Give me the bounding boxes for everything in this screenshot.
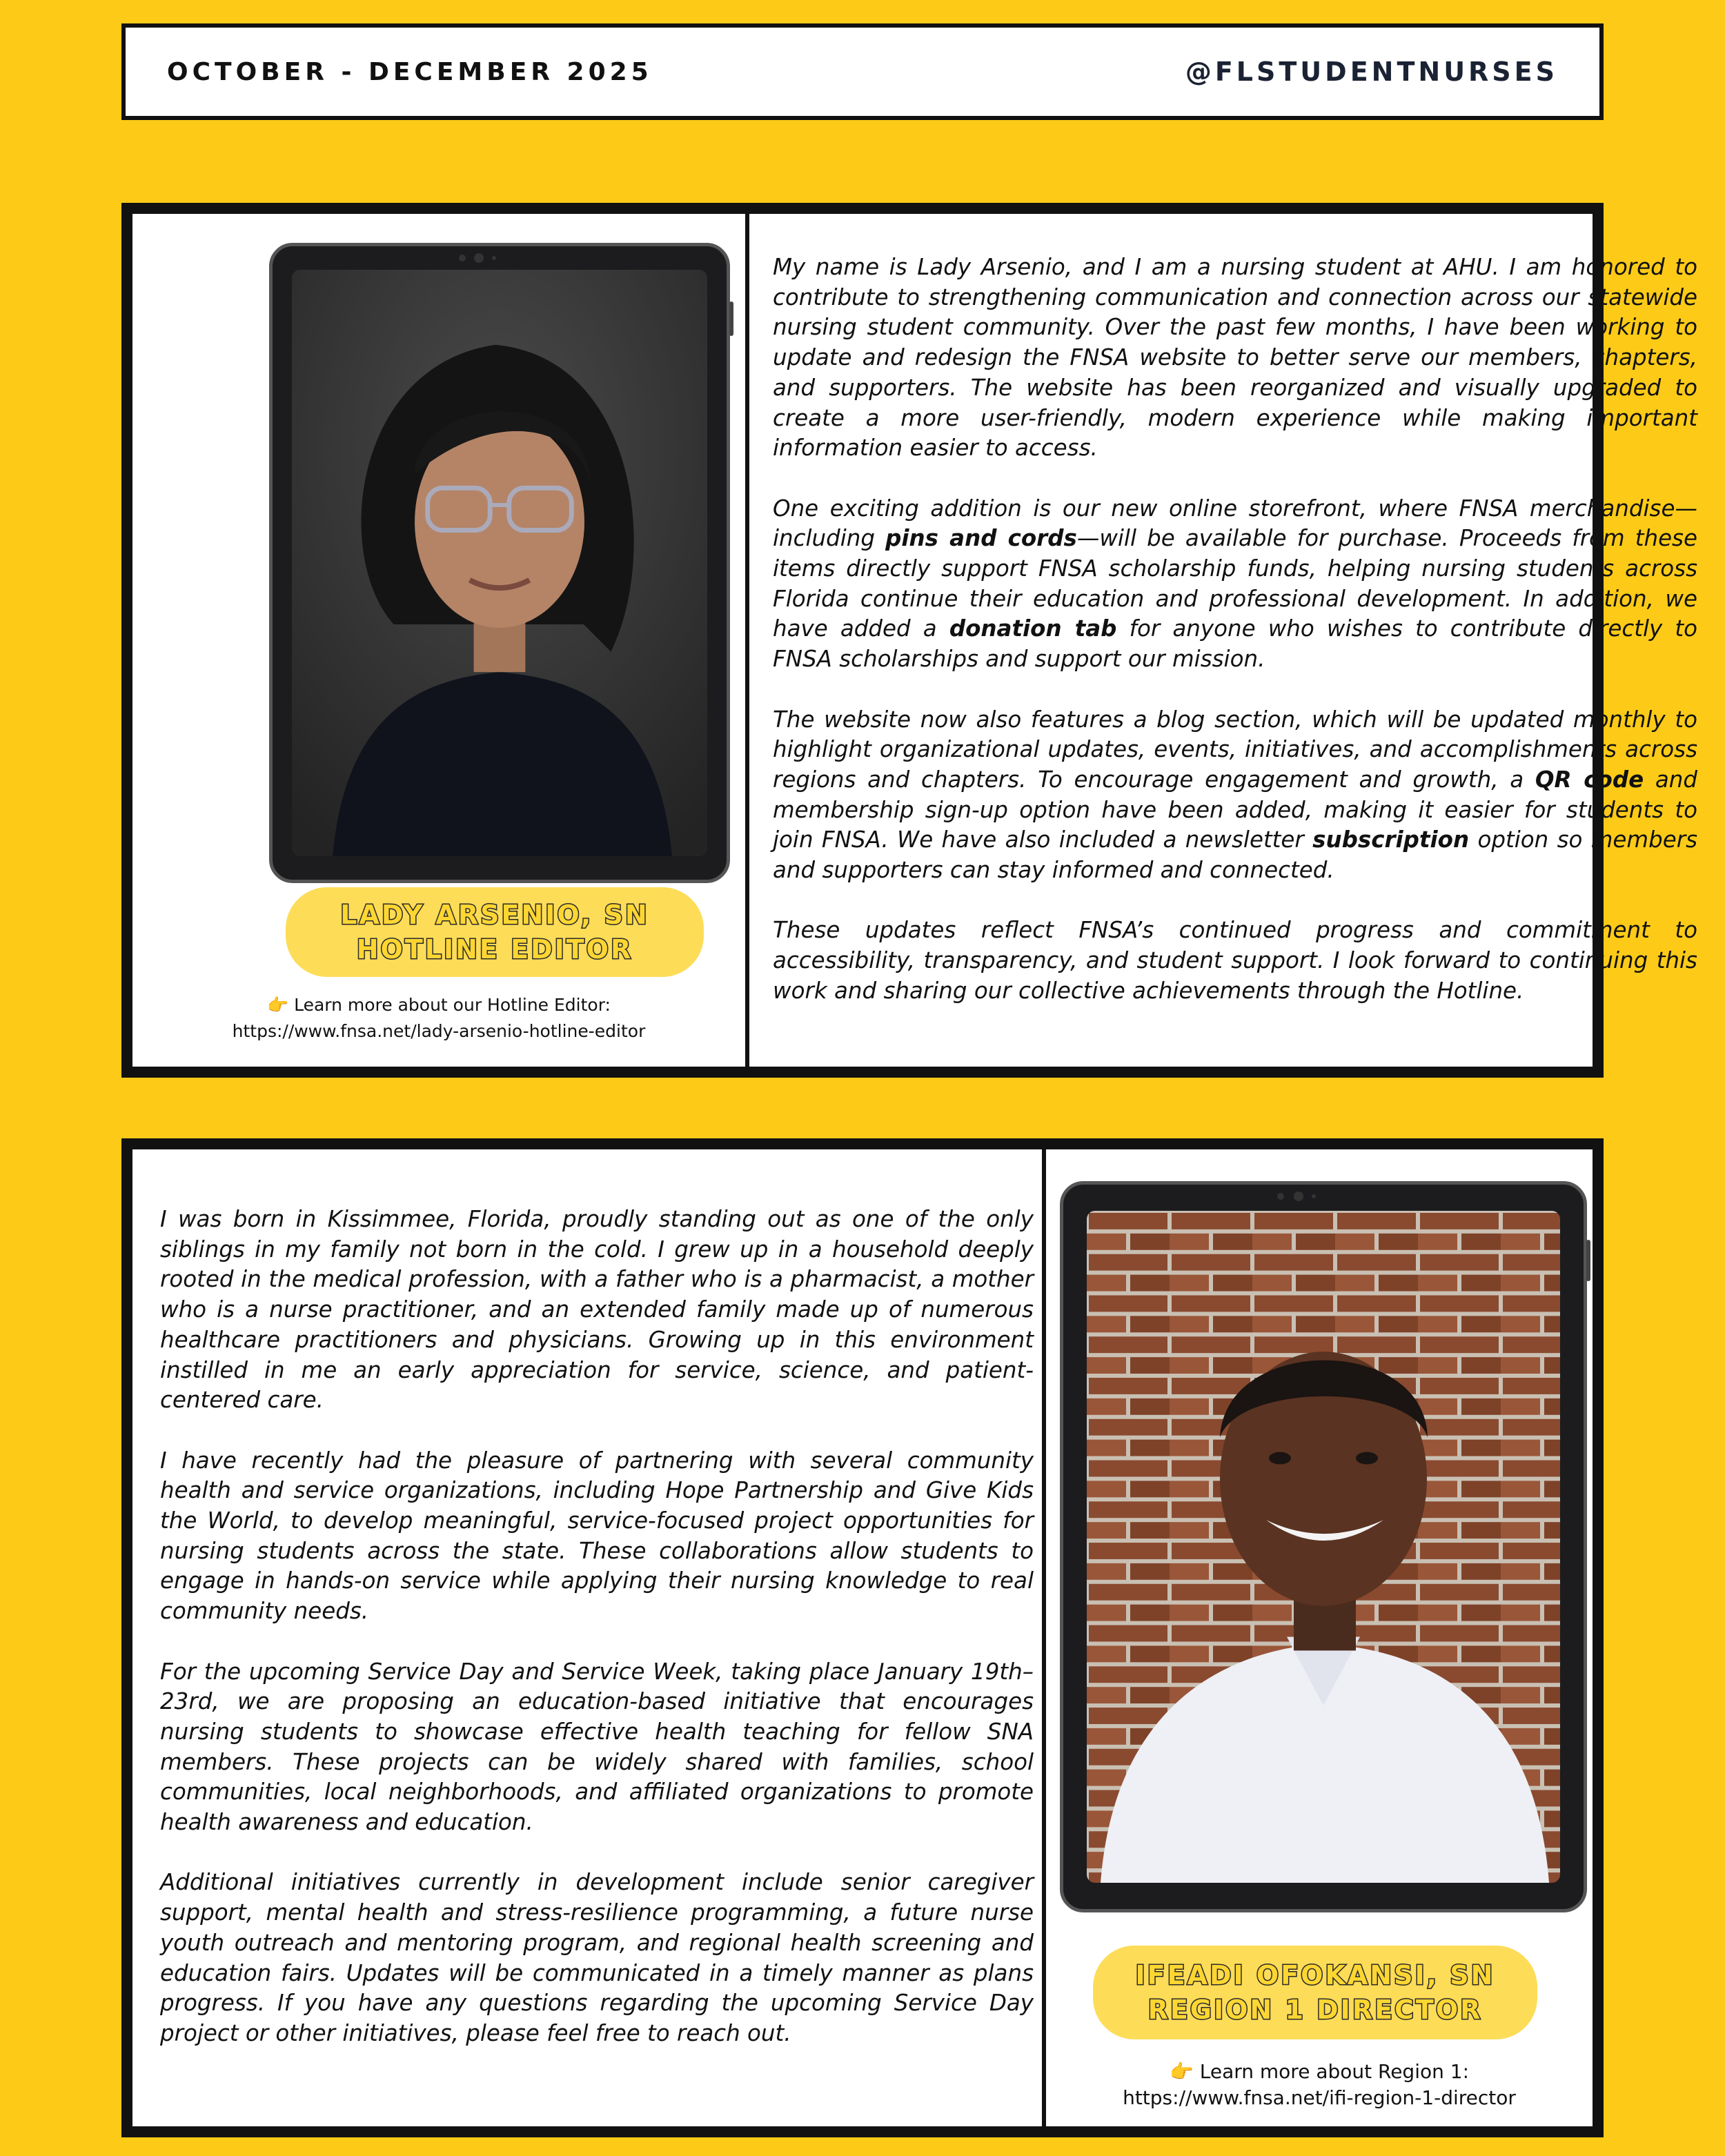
learn-more-block bbox=[1046, 2059, 1593, 2111]
paragraph: Additional initiatives currently in development include senior caregiver support, mental health and stress-resilience programming, a future nurse youth outreach and mentoring program, and regional health screening and education fairs. Updates will be communicated in a timely manner as plans progress. If you have any questions regarding the upcoming Service Day project or other initiatives, please feel free to reach out. bbox=[160, 1869, 1034, 2046]
name-badge bbox=[286, 887, 704, 977]
name-line: LADY ARSENIO, SN bbox=[340, 900, 649, 930]
article-text bbox=[773, 253, 1697, 1036]
profile-section-lady-arsenio bbox=[121, 203, 1697, 1078]
section-divider bbox=[1042, 1149, 1046, 2126]
title-line: REGION 1 DIRECTOR bbox=[1147, 1995, 1483, 2025]
title-line: HOTLINE EDITOR bbox=[356, 934, 633, 965]
name-line: IFEADI OFOKANSI, SN bbox=[1135, 1960, 1495, 1990]
social-handle[interactable]: @FLSTUDENTNURSES bbox=[1185, 57, 1558, 87]
date-range: OCTOBER - DECEMBER 2025 bbox=[167, 57, 653, 86]
tablet-frame bbox=[1060, 1181, 1587, 1912]
paragraph: My name is Lady Arsenio, and I am a nursing student at AHU. I am honored to contribute to strengthening communication and connection across our statewide nursing student community. Over the past few months, I have been working to update and redesign the FNSA website to better serve our members, chapters, and supporters. The website has been reorganized and visually upgraded to create a more user-friendly, modern experience while making important information easier to access. bbox=[773, 254, 1697, 462]
article-text bbox=[160, 1205, 1034, 2079]
tablet-frame bbox=[269, 243, 730, 883]
portrait-photo bbox=[1087, 1211, 1560, 1883]
paragraph: One exciting addition is our new online storefront, where FNSA merchandise—including pins and cords—will be available for purchase. Proceeds from these items directly support FNSA scholarship funds, helping nursing students across Florida continue their education and professional development. In addition, we have added a donation tab for anyone who wishes to contribute directly to FNSA scholarships and support our mission. bbox=[773, 495, 1697, 673]
learn-more-text: 👉 Learn more about our Hotline Editor: bbox=[267, 995, 611, 1015]
header-bar bbox=[121, 23, 1604, 120]
learn-more-block bbox=[132, 992, 745, 1045]
section-divider bbox=[745, 214, 749, 1067]
paragraph: I was born in Kissimmee, Florida, proudly standing out as one of the only siblings in my family not born in the cold. I grew up in a household deeply rooted in the medical profession, with a father who is a pharmacist, a mother who is a nurse practitioner, and an extended family made up of numerous healthcare practitioners and physicians. Growing up in this environment instilled in me an early appreciation for service, science, and patient-centered care. bbox=[160, 1206, 1034, 1414]
paragraph: These updates reflect FNSA’s continued progress and commitment to accessibility, transparency, and student support. I look forward to continuing this work and sharing our collective achievements through the Hotline. bbox=[773, 917, 1697, 1004]
paragraph: I have recently had the pleasure of partnering with several community health and service organizations, including Hope Partnership and Give Kids the World, to develop meaningful, service-focused project opportunities for nursing students across the state. These collaborations allow students to engage in hands-on service while applying their nursing knowledge to real community needs. bbox=[160, 1447, 1034, 1625]
name-badge bbox=[1093, 1946, 1537, 2039]
profile-link[interactable]: https://www.fnsa.net/lady-arsenio-hotline-editor bbox=[232, 1021, 646, 1041]
portrait-photo bbox=[292, 270, 707, 856]
paragraph: The website now also features a blog section, which will be updated monthly to highlight organizational updates, events, initiatives, and accomplishments across regions and chapters. To encourage engagement and growth, a QR code and membership sign-up option have been added, making it easier for students to join FNSA. We have also included a newsletter subscription option so members and supporters can stay informed and connected. bbox=[773, 706, 1697, 884]
paragraph: For the upcoming Service Day and Service Week, taking place January 19th–23rd, we are proposing an education-based initiative that encourages nursing students to showcase effective health teaching for fellow SNA members. These projects can be widely shared with families, school communities, local neighborhoods, and affiliated organizations to promote health awareness and education. bbox=[160, 1658, 1034, 1836]
learn-more-text: 👉 Learn more about Region 1: bbox=[1169, 2060, 1470, 2083]
profile-section-ifeadi-ofokansi bbox=[121, 1138, 1604, 2137]
profile-link[interactable]: https://www.fnsa.net/ifi-region-1-director bbox=[1123, 2086, 1516, 2109]
